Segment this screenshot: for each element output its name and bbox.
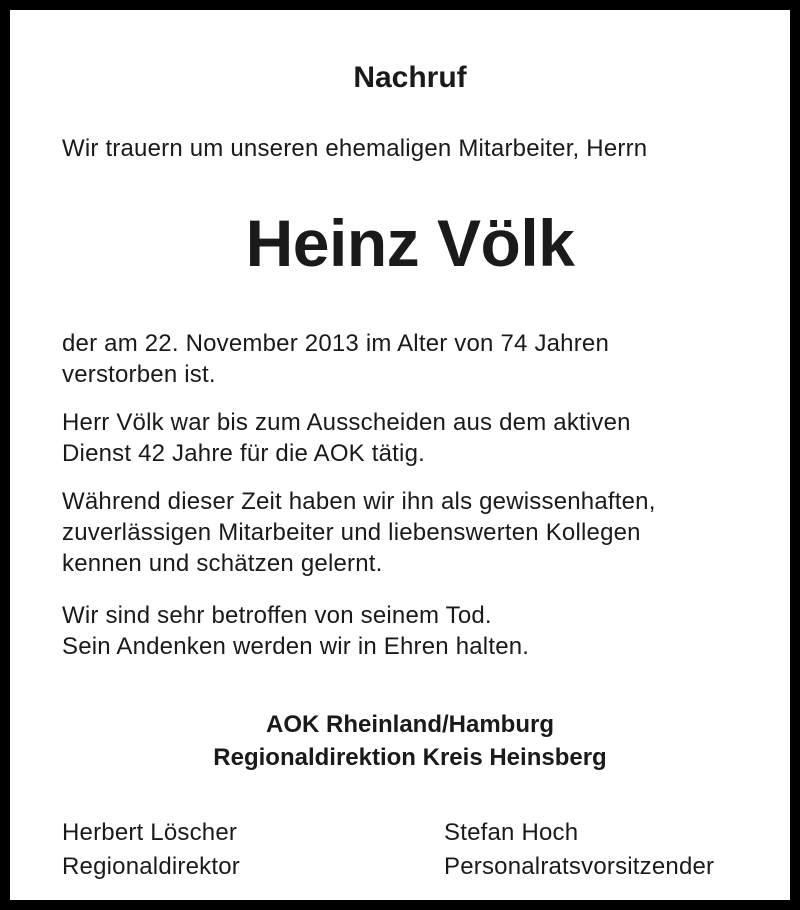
signatory-left xyxy=(62,816,240,884)
paragraph-line: verstorben ist. xyxy=(62,361,216,388)
paragraph-line: der am 22. November 2013 im Alter von 74 Jahren xyxy=(62,330,610,357)
paragraph-service xyxy=(62,407,631,469)
paragraph-condolence xyxy=(62,600,529,662)
paragraph-line: zuverlässigen Mitarbeiter und liebenswerten Kollegen xyxy=(62,519,641,546)
paragraph-line: Sein Andenken werden wir in Ehren halten. xyxy=(62,633,530,660)
paragraph-line: Wir sind sehr betroffen von seinem Tod. xyxy=(62,602,492,629)
paragraph-death-details xyxy=(62,328,609,390)
paragraph-line: Herr Völk war bis zum Ausscheiden aus dem aktiven xyxy=(62,409,631,436)
signatory-right xyxy=(444,816,714,884)
organization-name: AOK Rheinland/Hamburg xyxy=(265,711,554,738)
signatory-role: Regionaldirektor xyxy=(62,853,240,880)
signatory-name: Stefan Hoch xyxy=(444,819,579,846)
organization-block xyxy=(10,708,800,774)
paragraph-line: Während dieser Zeit haben wir ihn als gewissenhaften, xyxy=(62,488,656,515)
notice-title: Nachruf xyxy=(353,61,467,94)
paragraph-line: Dienst 42 Jahre für die AOK tätig. xyxy=(62,440,425,467)
organization-division: Regionaldirektion Kreis Heinsberg xyxy=(213,744,607,771)
deceased-name: Heinz Völk xyxy=(245,206,575,280)
paragraph-line: kennen und schätzen gelernt. xyxy=(62,550,383,577)
signatory-role: Personalratsvorsitzender xyxy=(444,853,715,880)
paragraph-appreciation xyxy=(62,486,656,579)
intro-text: Wir trauern um unseren ehemaligen Mitarbeiter, Herrn xyxy=(62,135,648,162)
signatory-name: Herbert Löscher xyxy=(62,819,238,846)
